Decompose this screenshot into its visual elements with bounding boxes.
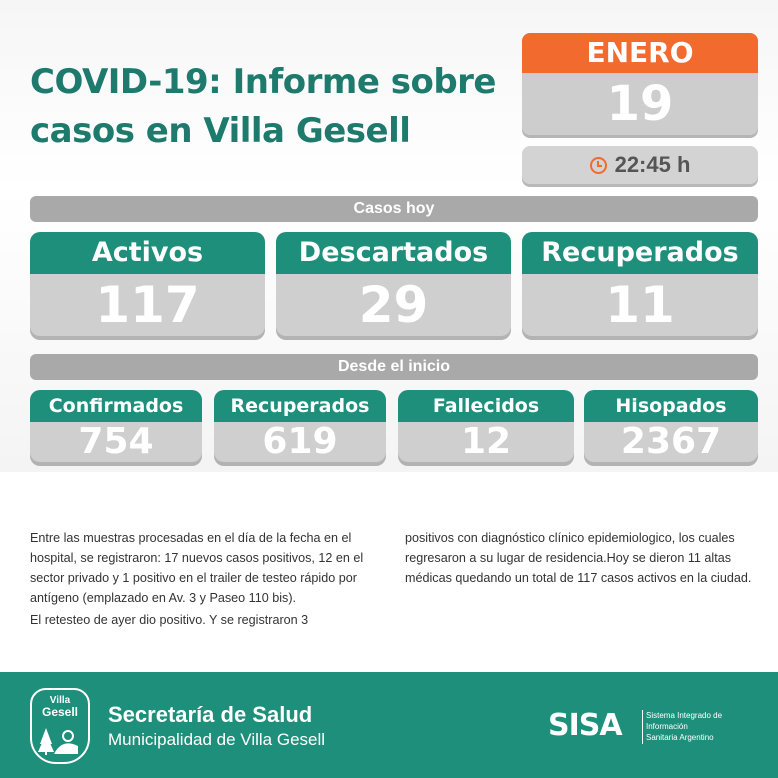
card-label: Recuperados bbox=[214, 390, 386, 422]
card-value: 29 bbox=[276, 274, 511, 336]
title-line-2: casos en Villa Gesell bbox=[30, 111, 411, 151]
card-recuperados-total bbox=[214, 390, 386, 462]
day-number: 19 bbox=[522, 73, 758, 135]
footer-title: Secretaría de Salud bbox=[108, 702, 313, 727]
villa-gesell-logo bbox=[30, 688, 90, 764]
card-value: 11 bbox=[522, 274, 758, 336]
card-value: 2367 bbox=[584, 422, 758, 462]
report-paragraph: El retesteo de ayer dio positivo. Y se registraron 3 bbox=[30, 613, 309, 627]
card-fallecidos bbox=[398, 390, 574, 462]
sisa-logo: SISA bbox=[548, 708, 622, 743]
page-title bbox=[30, 58, 510, 156]
clock-icon bbox=[590, 157, 607, 174]
section-casos-hoy: Casos hoy bbox=[30, 196, 758, 222]
card-confirmados bbox=[30, 390, 202, 462]
logo-text-gesell: Gesell bbox=[41, 705, 79, 719]
report-paragraph: Entre las muestras procesadas en el día de la fecha en el hospital, se registraron: 17 nuevos casos positivos, 12 en el sector privado y 1 positivo en el trailer de testeo rápido por antígeno (emplazado en Av. 3 y Paseo 110 bis). bbox=[30, 531, 364, 605]
card-label: Descartados bbox=[276, 232, 511, 274]
sisa-desc-line: Información bbox=[646, 722, 688, 731]
card-value: 12 bbox=[398, 422, 574, 462]
report-text-column-1 bbox=[30, 528, 380, 632]
month-label: ENERO bbox=[522, 33, 758, 73]
report-paragraph: positivos con diagnóstico clínico epidemiologico, los cuales regresaron a su lugar de residencia.Hoy se dieron 11 altas médicas quedando un total de 117 casos activos en la ciudad. bbox=[405, 531, 752, 585]
time-label: 22:45 h bbox=[614, 152, 691, 177]
card-label: Hisopados bbox=[584, 390, 758, 422]
card-descartados bbox=[276, 232, 511, 336]
title-line-1: COVID-19: Informe sobre bbox=[30, 62, 496, 102]
sisa-desc-line: Sistema Integrado de bbox=[646, 711, 723, 720]
card-activos bbox=[30, 232, 265, 336]
card-label: Activos bbox=[30, 232, 265, 274]
card-value: 117 bbox=[30, 274, 265, 336]
card-hisopados bbox=[584, 390, 758, 462]
logo-text-villa: Villa bbox=[49, 695, 71, 706]
card-recuperados-hoy bbox=[522, 232, 758, 336]
footer bbox=[0, 672, 778, 778]
pine-tree-icon bbox=[38, 724, 82, 758]
section-desde-el-inicio: Desde el inicio bbox=[30, 354, 758, 380]
card-value: 754 bbox=[30, 422, 202, 462]
sisa-desc-line: Sanitaria Argentino bbox=[646, 733, 714, 742]
card-label: Confirmados bbox=[30, 390, 202, 422]
date-card bbox=[522, 33, 758, 135]
time-card bbox=[522, 146, 758, 184]
footer-subtitle: Municipalidad de Villa Gesell bbox=[108, 730, 326, 749]
card-value: 619 bbox=[214, 422, 386, 462]
divider bbox=[642, 710, 643, 744]
report-text-column-2 bbox=[405, 528, 755, 590]
card-label: Fallecidos bbox=[398, 390, 574, 422]
sisa-description bbox=[646, 710, 766, 743]
card-label: Recuperados bbox=[522, 232, 758, 274]
